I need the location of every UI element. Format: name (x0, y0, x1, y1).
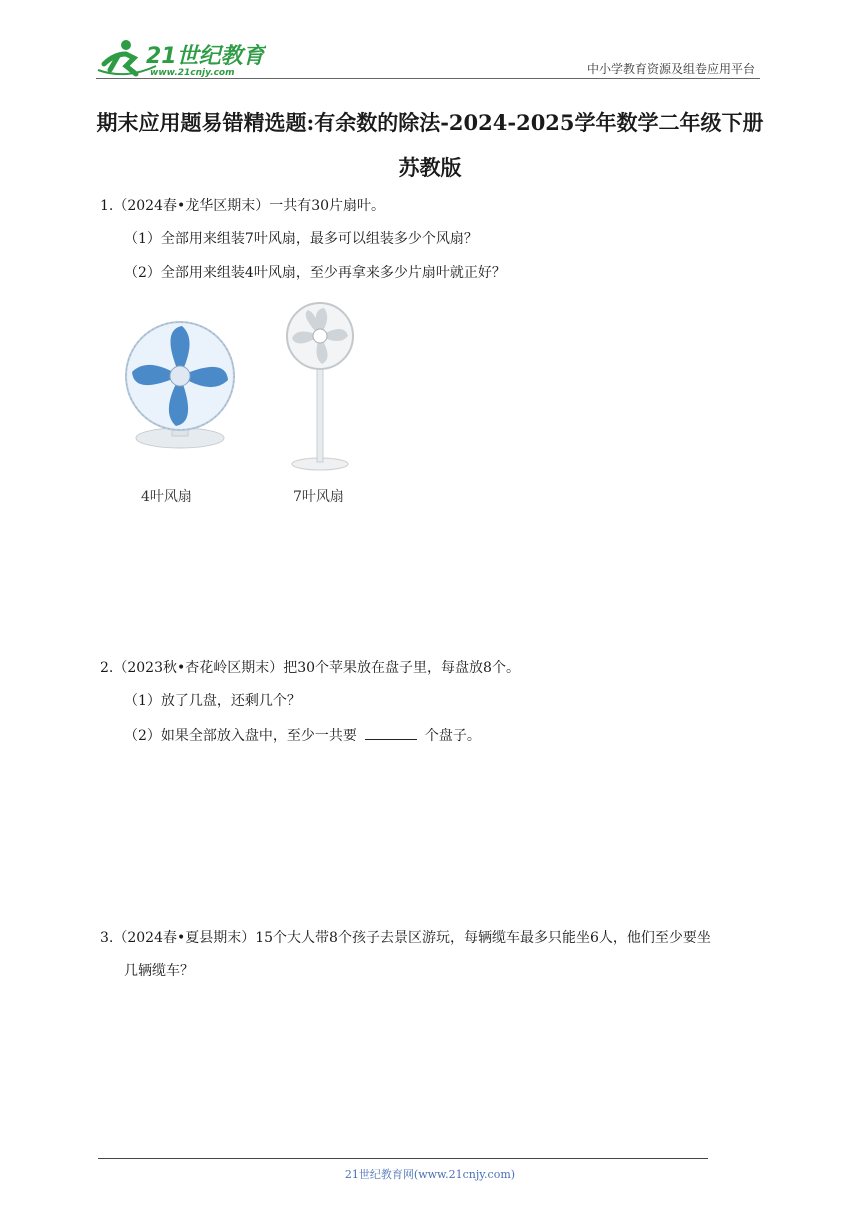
page-title-cont: 苏教版 (398, 155, 462, 180)
question-1-part-2: （2）全部用来组装4叶风扇，至少再拿来多少片扇叶就正好？ (124, 265, 506, 281)
header-tagline: 中小学教育资源及组卷应用平台 (586, 62, 755, 76)
question-2-part-2-suffix: 个盘子。 (424, 728, 481, 744)
page-title: 期末应用题易错精选题:有余数的除法-2024-2025学年数学二年级下册 (96, 110, 764, 135)
runner-logo-icon (96, 36, 266, 80)
answer-blank[interactable] (365, 727, 417, 740)
question-2-part-2-text: （2）如果全部放入盘中，至少一共要 (124, 728, 357, 744)
stand-fan-icon (282, 300, 358, 474)
question-3-stem-cont: 几辆缆车？ (124, 963, 194, 979)
footer-link[interactable]: 21世纪教育网(www.21cnjy.com) (344, 1168, 516, 1181)
desk-fan-icon (120, 300, 240, 470)
footer-divider (98, 1158, 708, 1159)
question-1-part-1: （1）全部用来组装7叶风扇，最多可以组装多少个风扇？ (124, 231, 478, 247)
question-3-stem: 3.（2024春•夏县期末）15个大人带8个孩子去景区游玩，每辆缆车最多只能坐6人，他们至少要坐 (100, 930, 711, 946)
logo-text: 21世纪教育 (146, 44, 265, 69)
question-1-stem: 1.（2024春•龙华区期末）一共有30片扇叶。 (100, 198, 386, 214)
logo-url: www.21cnjy.com (150, 68, 235, 78)
site-logo (96, 36, 266, 80)
question-2-part-2 (124, 727, 481, 745)
question-2-stem: 2.（2023秋•杏花岭区期末）把30个苹果放在盘子里，每盘放8个。 (100, 660, 520, 676)
stand-fan-label: 7叶风扇 (293, 489, 344, 505)
header-divider (96, 78, 760, 79)
question-2-part-1: （1）放了几盘，还剩几个？ (124, 693, 301, 709)
desk-fan-label: 4叶风扇 (141, 489, 192, 505)
